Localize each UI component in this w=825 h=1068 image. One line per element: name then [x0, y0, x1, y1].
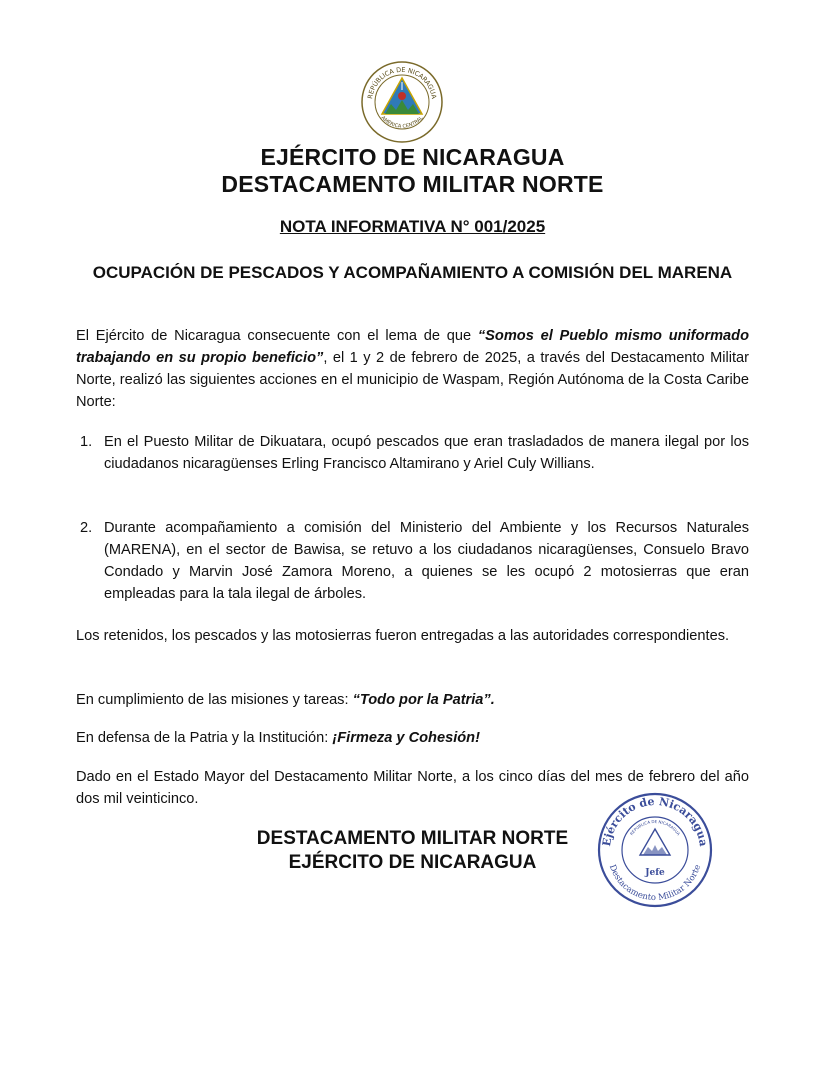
seal-ring-text: REPÚBLICA DE NICARAGUA [366, 65, 438, 100]
signature-line-2: EJÉRCITO DE NICARAGUA [288, 852, 537, 873]
stamp-inner-text: REPÚBLICA DE NICARAGUA [628, 818, 682, 837]
intro-motto: “Somos el Pueblo mismo uniformado trabajando en su propio beneficio” [76, 328, 749, 366]
stamp-bottom-text: Destacamento Militar Norte [606, 863, 704, 904]
svg-text:REPÚBLICA DE NICARAGUA [629, 819, 682, 836]
intro-text-after: , el 1 y 2 de febrero de 2025, a través del Destacamento Militar Norte, realizó las siguientes acciones en el municipio de Waspam, Región Autónoma de la Costa Caribe Norte: [76, 350, 749, 410]
stamp-top-text: Ejército de Nicaragua [600, 794, 710, 848]
list-item-number: 2. [80, 520, 93, 536]
header-line-1: EJÉRCITO DE NICARAGUA [260, 144, 565, 170]
defense-slogan: ¡Firmeza y Cohesión! [332, 730, 480, 746]
signature-line-1: DESTACAMENTO MILITAR NORTE [256, 828, 569, 849]
defense-text: En defensa de la Patria y la Institución: [76, 730, 333, 746]
header-line-2: DESTACAMENTO MILITAR NORTE [221, 171, 604, 197]
official-stamp [596, 791, 714, 909]
nicaragua-coat-of-arms-seal [360, 60, 444, 144]
list-item-text: En el Puesto Militar de Dikuatara, ocupó pescados que eran trasladados de manera ilegal por los ciudadanos nicaragüenses Erling Francisco Altamirano y Ariel Culy Willians. [104, 434, 749, 472]
intro-paragraph [76, 325, 749, 413]
defense-paragraph [76, 727, 749, 749]
mission-text: En cumplimiento de las misiones y tareas: [76, 692, 353, 708]
stamp-center-label: Jefe [645, 868, 665, 878]
list-item-text: Durante acompañamiento a comisión del Ministerio del Ambiente y los Recursos Naturales (MARENA), en el sector de Bawisa, se retuvo a los ciudadanos nicaragüenses, Consuelo Bravo Condado y Marvin José Zamora Moreno, a quienes se les ocupó 2 motosierras que eran empleadas para la tala ilegal de árboles. [104, 520, 749, 602]
note-number-title: NOTA INFORMATIVA N° 001/2025 [279, 217, 546, 236]
intro-text-before: El Ejército de Nicaragua consecuente con el lema de que [76, 328, 478, 344]
list-item-number: 1. [80, 434, 93, 450]
svg-text:AMÉRICA CENTRAL [380, 115, 425, 130]
dated-paragraph: Dado en el Estado Mayor del Destacamento Militar Norte, a los cinco días del mes de febrero del año dos mil veinticinco. [76, 769, 749, 807]
seal-bottom-text: AMÉRICA CENTRAL [379, 115, 425, 130]
subject-heading: OCUPACIÓN DE PESCADOS Y ACOMPAÑAMIENTO A COMISIÓN DEL MARENA [92, 263, 733, 282]
mission-slogan: “Todo por la Patria”. [352, 692, 495, 708]
mission-paragraph [76, 689, 749, 711]
delivery-paragraph: Los retenidos, los pescados y las motosierras fueron entregadas a las autoridades correspondientes. [76, 628, 730, 644]
